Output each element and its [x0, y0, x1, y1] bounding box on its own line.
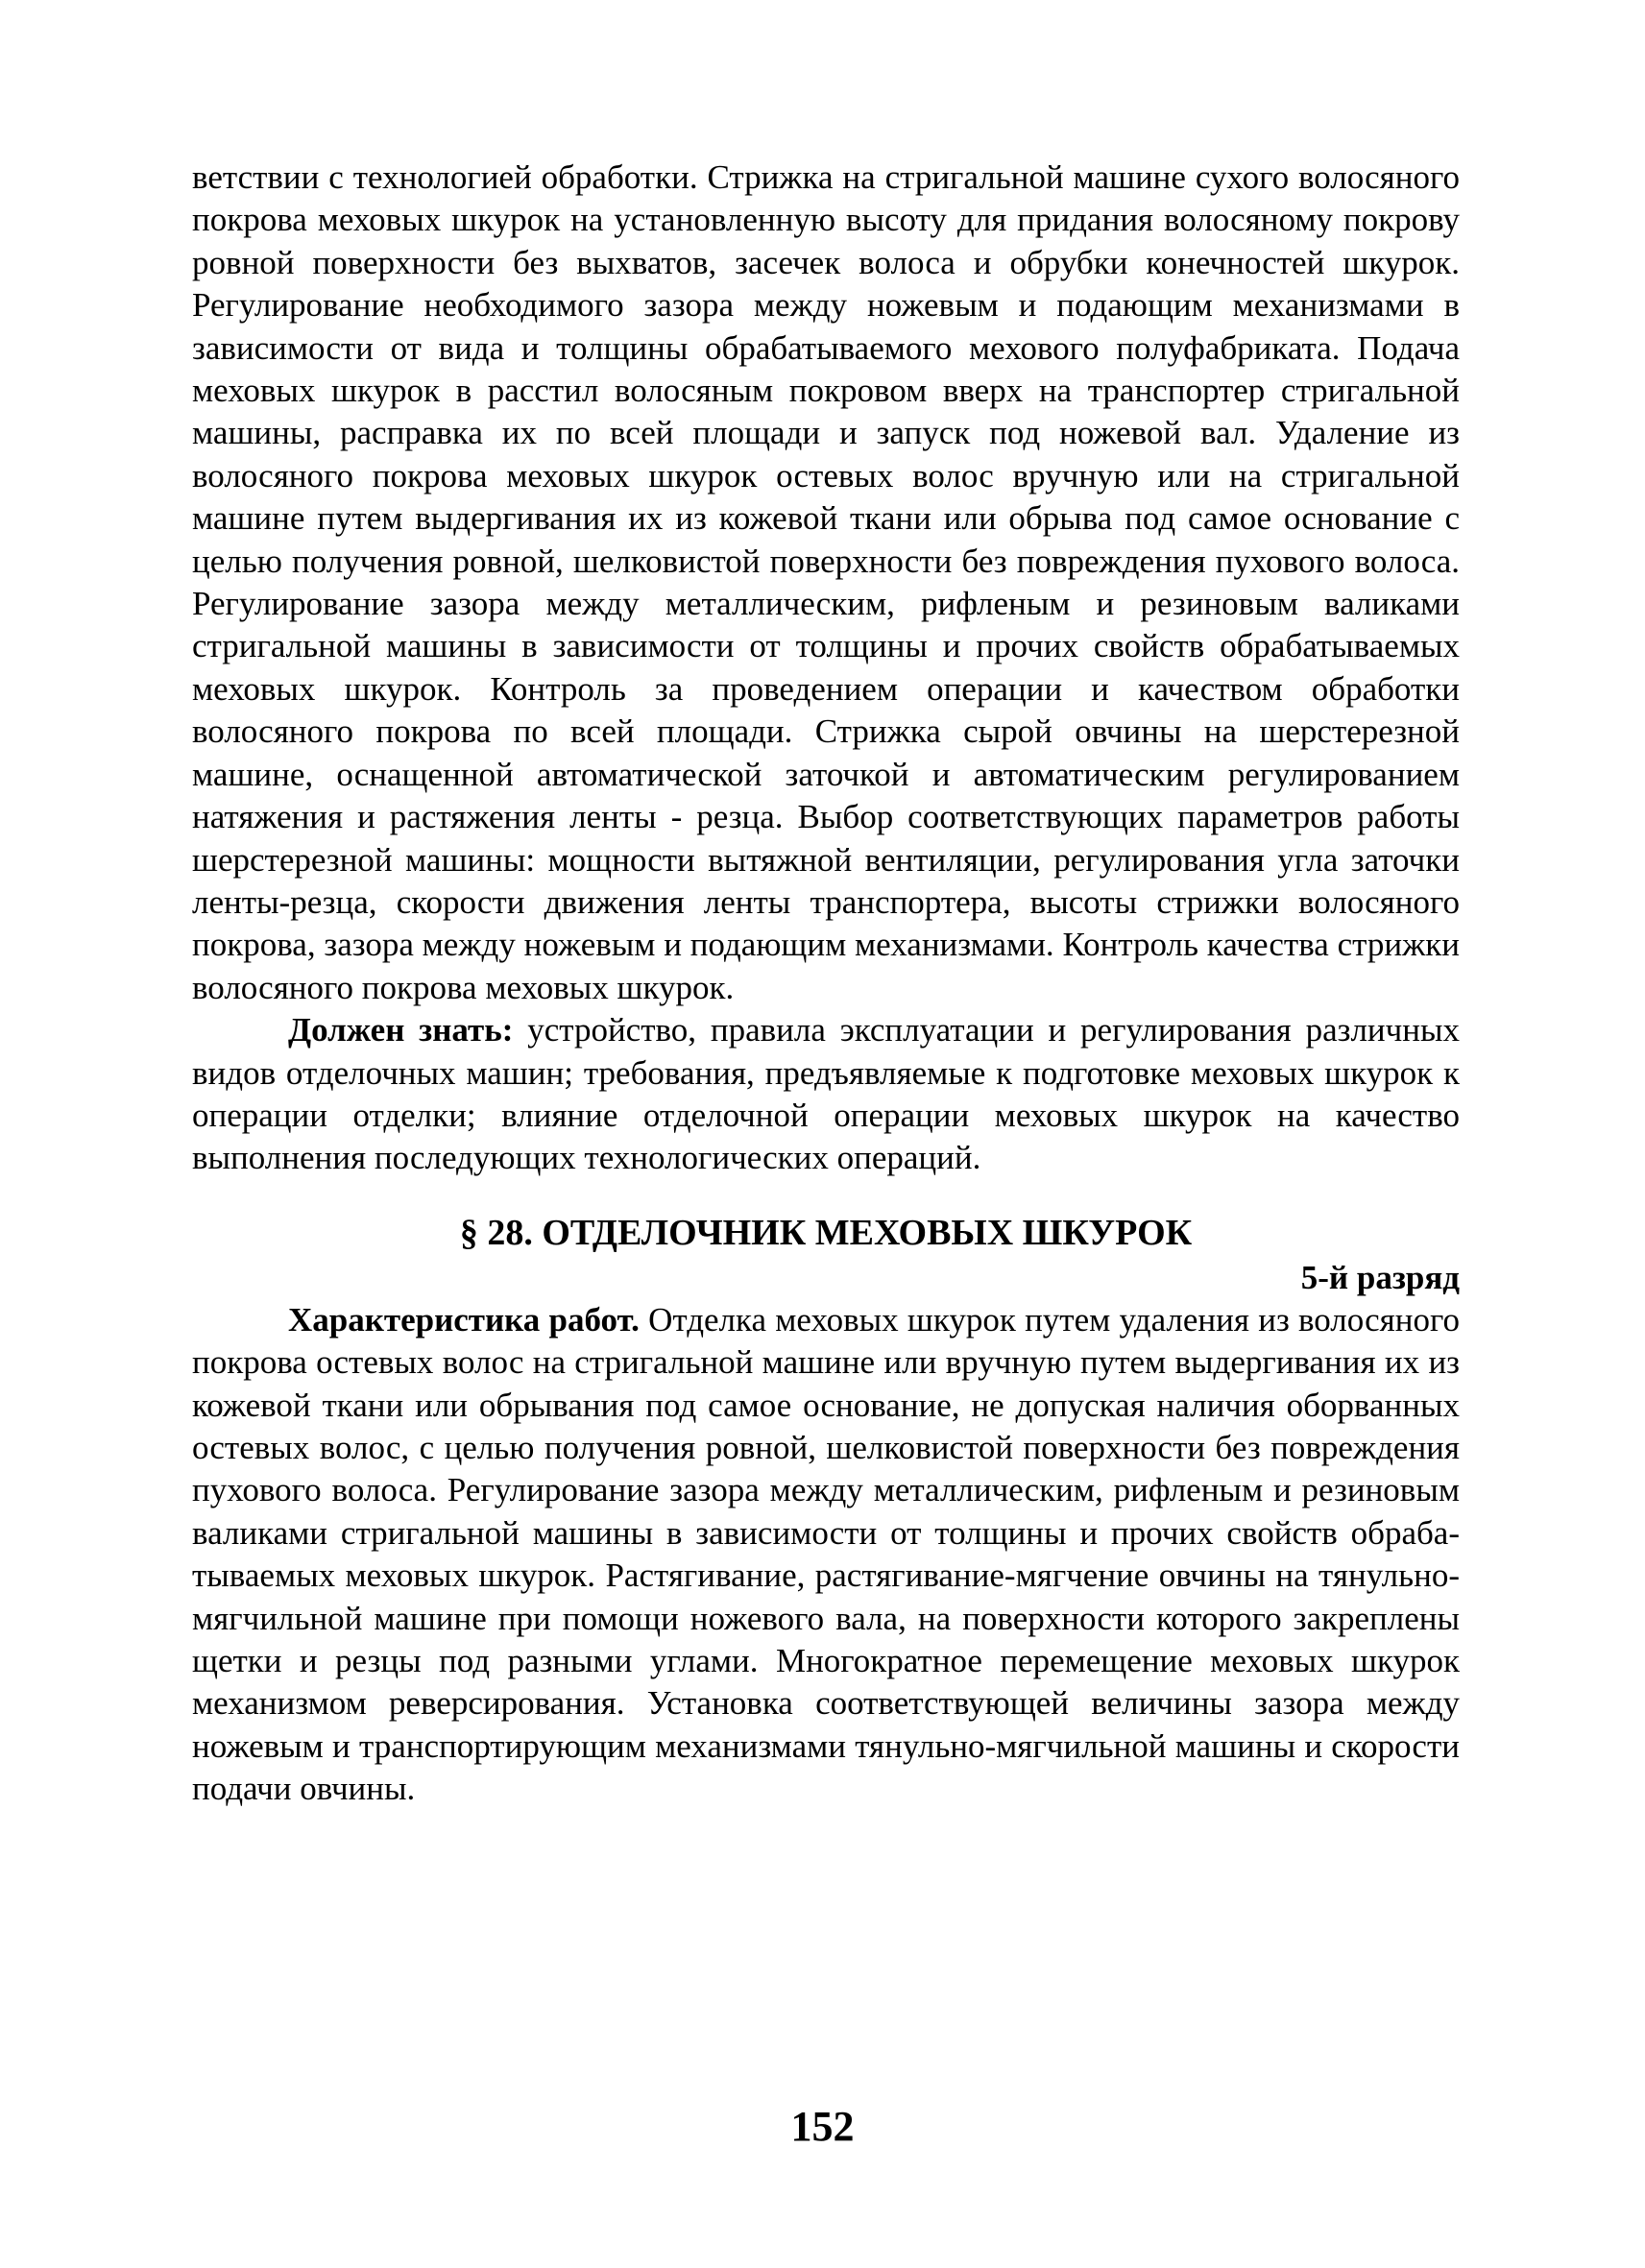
page-number: 152	[790, 2103, 855, 2150]
knowledge-lead: Должен знать:	[288, 1011, 514, 1050]
knowledge-text: устройство, правила эксплуатации и регулирования различных видов отделочных машин; требования, предъявляемые к подготовке меховых шкурок к операции отделки; влияние отделочной операции меховых шкурок на качество выполнения последующих технологических операций.	[192, 1011, 1460, 1177]
section-grade: 5-й разряд	[1300, 1258, 1460, 1296]
page-content	[192, 157, 1460, 1811]
characteristics-lead: Характеристика работ.	[288, 1300, 640, 1339]
section-title: § 28. ОТДЕЛОЧНИК МЕХОВЫХ ШКУРОК	[459, 1212, 1193, 1253]
characteristics-paragraph	[192, 1299, 1460, 1811]
characteristics-text: Отделка меховых шкурок путем удаления из волосяного покрова остевых волос на стригальной машине или вручную путем выдергивания их из кожевой ткани или обрывания под самое основание, не допуская наличия оборванных остевых волос, с целью получения ровной, шелковистой поверхности без повреждения пухового волоса. Регулирование зазора между металлическим, рифленым и резиновым валиками стригальной машины в зависимости от толщины и прочих свойств обрабатываемых меховых шкурок. Растягивание, растягивание-мягчение овчины на тянульно-мягчильной машине при помощи ножевого вала, на поверхности которого закреплены щетки и резцы под разными углами. Многократное перемещение меховых шкурок механизмом реверсирования. Установка соответствующей величины зазора между ножевым и транспортирующим механизмами тянульно-мягчильной машины и скорости подачи овчины.	[192, 1300, 1460, 1808]
knowledge-paragraph	[192, 1009, 1460, 1180]
body-paragraph-continuation: ветствии с технологией обработки. Стрижка на стригальной машине сухого волосяного покрова меховых шкурок на установленную высоту для придания волосяному покрову ровной поверхности без выхватов, засечек волоса и обрубки конечностей шкурок. Регулирование необходимого зазора между ножевым и подающим механизмами в зависимости от вида и толщины обрабатываемого мехового полуфабриката. Подача меховых шкурок в расстил волосяным покровом вверх на транспортер стригальной машины, расправка их по всей площади и запуск под ножевой вал. Удаление из волосяного покрова меховых шкурок остевых волос вручную или на стригальной машине путем выдергивания их из кожевой ткани или обрыва под самое основание с целью получения ровной, шелковистой поверхности без повреждения пухового волоса. Регулирование зазора между металлическим, рифленым и резиновым валиками стригальной машины в зависимости от толщины и прочих свойств обрабатываемых меховых шкурок. Контроль за проведением операции и качеством обработки волосяного покрова по всей площади. Стрижка сырой овчины на шерстерезной машине, оснащенной автоматической заточкой и автоматическим регулированием натяжения и растяжения ленты - резца. Выбор соответствующих параметров работы шерстерезной машины: мощности вытяжной вентиляции, регулирования угла заточки ленты-резца, скорости движения ленты транспортера, высоты стрижки волосяного покрова, зазора между ножевым и подающим механизмами. Контроль качества стрижки волосяного покрова меховых шкурок.	[192, 158, 1460, 1006]
